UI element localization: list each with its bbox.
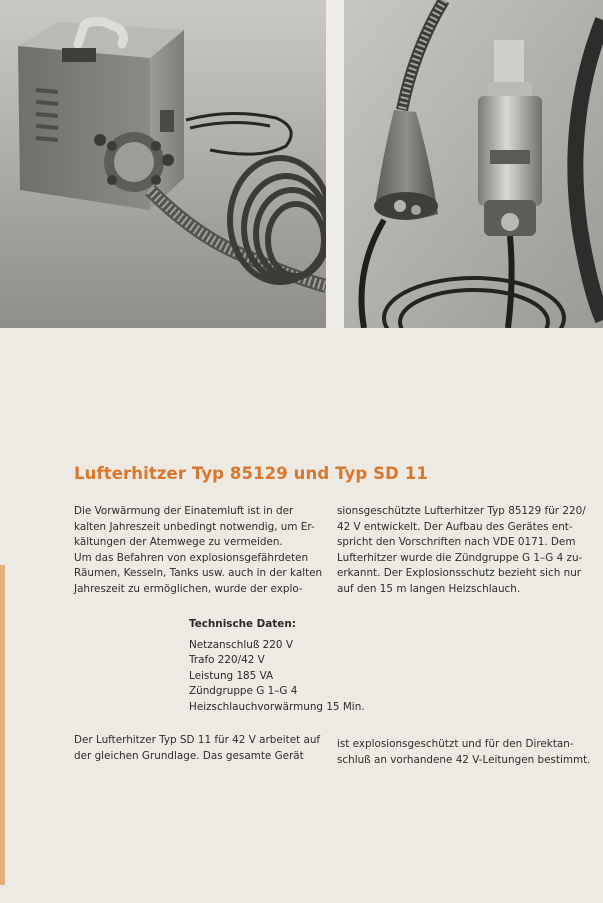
photo-divider bbox=[326, 0, 344, 328]
spec-item: Trafo 220/42 V bbox=[189, 654, 265, 667]
specs-list bbox=[189, 638, 365, 715]
text-line: Lufterhitzer wurde die Zündgruppe G 1–G 4 zu- bbox=[337, 551, 583, 564]
article-title: Lufterhitzer Typ 85129 und Typ SD 11 bbox=[74, 464, 428, 483]
air-heater-85129-photo bbox=[0, 0, 326, 328]
bottom-right-column bbox=[337, 737, 590, 768]
text-line: Der Lufterhitzer Typ SD 11 für 42 V arbeitet auf bbox=[74, 734, 321, 746]
orange-edge-strip bbox=[0, 565, 5, 885]
text-line: spricht den Vorschriften nach VDE 0171. Dem bbox=[337, 536, 576, 549]
bottom-left-column bbox=[74, 733, 320, 764]
text-line: der gleichen Grundlage. Das gesamte Gerät bbox=[74, 749, 304, 762]
text-line: erkannt. Der Explosionsschutz bezieht sich nur bbox=[337, 567, 582, 580]
specs-heading: Technische Daten: bbox=[189, 618, 296, 630]
text-line: kältungen der Atemwege zu vermeiden. bbox=[74, 536, 283, 549]
text-line: 42 V entwickelt. Der Aufbau des Gerätes ent- bbox=[337, 520, 573, 533]
spec-item: Heizschlauchvorwärmung 15 Min. bbox=[189, 700, 365, 713]
spec-item: Leistung 185 VA bbox=[189, 669, 274, 682]
right-column bbox=[337, 504, 586, 598]
show-through-text bbox=[70, 400, 320, 424]
spec-item: Netzanschluß 220 V bbox=[189, 639, 293, 651]
text-line: Räumen, Kesseln, Tanks usw. auch in der kalten bbox=[74, 567, 323, 580]
text-line: auf den 15 m langen Heizschlauch. bbox=[337, 582, 521, 595]
text-line: ist explosionsgeschützt und für den Direktan- bbox=[337, 738, 574, 750]
spec-item: Zündgruppe G 1–G 4 bbox=[189, 685, 298, 698]
text-line: Die Vorwärmung der Einatemluft ist in der bbox=[74, 505, 294, 517]
text-line: sionsgeschützte Lufterhitzer Typ 85129 für 220/ bbox=[337, 505, 586, 517]
left-column bbox=[74, 504, 322, 598]
text-line: Um das Befahren von explosionsgefährdeten bbox=[74, 551, 309, 564]
air-heater-sd11-photo bbox=[344, 0, 603, 328]
text-line: schluß an vorhandene 42 V-Leitungen bestimmt. bbox=[337, 753, 591, 766]
text-line: kalten Jahreszeit unbedingt notwendig, um Er- bbox=[74, 520, 315, 533]
text-line: Jahreszeit zu ermöglichen, wurde der explo- bbox=[74, 582, 303, 595]
